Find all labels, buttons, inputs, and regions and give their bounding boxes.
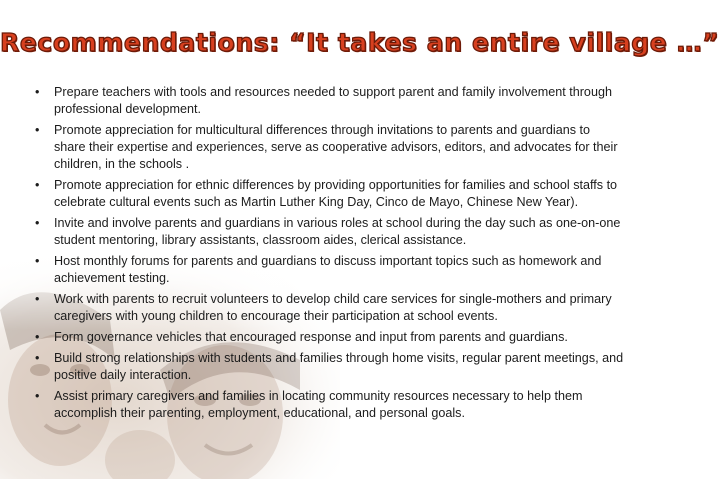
list-item <box>34 122 624 173</box>
list-item <box>34 291 624 325</box>
list-item-text: Form governance vehicles that encouraged response and input from parents and guardians. <box>54 330 568 344</box>
list-item-text: Promote appreciation for ethnic differences by providing opportunities for families and school staffs to celebrate cultural events such as Martin Luther King Day, Cinco de Mayo, Chinese New Year). <box>54 178 618 209</box>
bullet-icon: • <box>35 85 40 99</box>
list-item <box>34 84 624 118</box>
bullet-icon: • <box>35 178 40 192</box>
list-item-text: Assist primary caregivers and families in locating community resources necessary to help them accomplish their parenting, employment, educational, and personal goals. <box>54 389 583 420</box>
list-item <box>34 388 624 422</box>
slide-title: Recommendations: “It takes an entire village …” <box>0 28 719 57</box>
list-item <box>34 177 624 211</box>
list-item-text: Build strong relationships with students and families through home visits, regular parent meetings, and positive daily interaction. <box>54 351 624 382</box>
bullet-icon: • <box>35 123 40 137</box>
list-item-text: Promote appreciation for multicultural differences through invitations to parents and guardians to share their expertise and experiences, serve as cooperative advisors, editors, and advocates for their children, in the schools . <box>54 123 618 171</box>
list-item-text: Invite and involve parents and guardians in various roles at school during the day such as one-on-one student mentoring, library assistants, classroom aides, clerical assistance. <box>54 216 621 247</box>
list-item-text: Work with parents to recruit volunteers to develop child care services for single-mothers and primary caregivers with young children to encourage their participation at school events. <box>54 292 612 323</box>
list-item <box>34 253 624 287</box>
bullet-icon: • <box>35 292 40 306</box>
bullet-icon: • <box>35 351 40 365</box>
list-item <box>34 215 624 249</box>
bullet-icon: • <box>35 389 40 403</box>
list-item <box>34 350 624 384</box>
bullet-icon: • <box>35 254 40 268</box>
list-item-text: Prepare teachers with tools and resources needed to support parent and family involvement through professional development. <box>54 85 612 116</box>
bullet-icon: • <box>35 216 40 230</box>
recommendations-list <box>34 84 624 426</box>
bullet-icon: • <box>35 330 40 344</box>
list-item-text: Host monthly forums for parents and guardians to discuss important topics such as homework and achievement testing. <box>54 254 602 285</box>
list-item <box>34 329 624 346</box>
